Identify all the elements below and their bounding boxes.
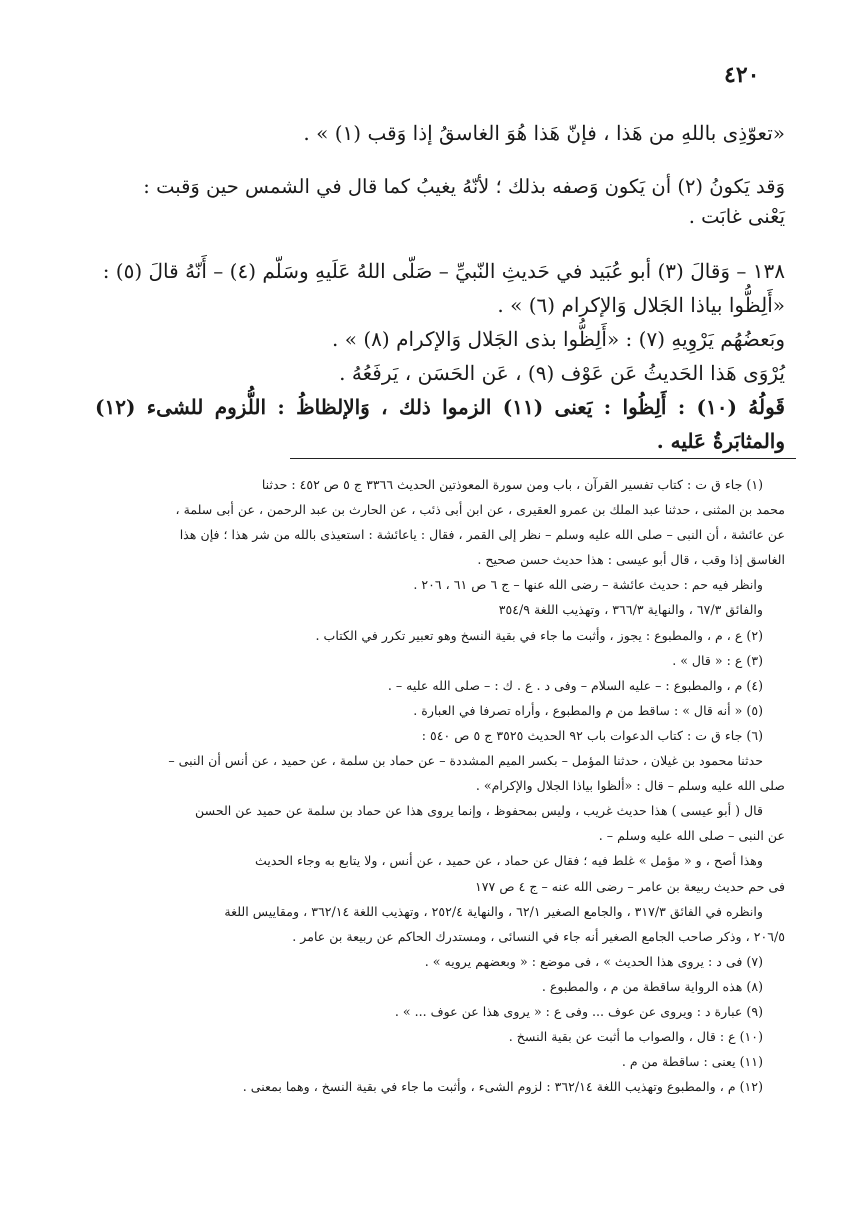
footnote-line: وانظره في الفائق ٣١٧/٣ ، والجامع الصغير ٦٢/١ ، والنهاية ٢٥٢/٤ ، وتهذيب اللغة ٣٦٢/١٤ ، ومقاييس اللغة bbox=[224, 903, 763, 919]
footnote-line: (٢) ع ، م ، والمطبوع : يجوز ، وأثبت ما جاء في بقية النسخ وهو تعبير تكرر في الكتاب . bbox=[315, 627, 763, 643]
main-line-4: ١٣٨ – وَقالَ (٣) أبو عُبَيد في حَديثِ النّبيِّ – صَلّى اللهُ عَلَيهِ وسَلّم (٤) – أَنّهُ قالَ (٥) : bbox=[102, 259, 785, 283]
footnotes-block bbox=[95, 472, 785, 1099]
footnote-line: (١١) يعنى : ساقطة من م . bbox=[621, 1054, 763, 1070]
footnote-divider bbox=[290, 458, 796, 459]
footnote-line: محمد بن المثنى ، حدثنا عبد الملك بن عمرو العقيرى ، عن ابن أبى ذئب ، عن الحارث بن عبد الرحمن ، عن أبى سلمة ، bbox=[175, 502, 785, 518]
footnote-line: (٩) عبارة د : ويروى عن عوف ... وفى ع : « يروى هذا عن عوف ... » . bbox=[394, 1003, 763, 1019]
footnote-line: (١) جاء ق ت : كتاب تفسير القرآن ، باب ومن سورة المعوذتين الحديث ٣٣٦٦ ج ٥ ص ٤٥٢ : حدثنا bbox=[261, 477, 763, 492]
main-line-5: «أَلِظُّوا بياذا الجَلال وَالإكرام (٦) » . bbox=[497, 293, 785, 317]
main-line-7: يُرْوَى هَذا الحَديثُ عَن عَوْف (٩) ، عَن الحَسَن ، يَرفَعُهُ . bbox=[339, 361, 785, 385]
main-line-6: وبَعضُهُم يَرْوِيهِ (٧) : «أَلِظُّوا بذى الجَلال وَالإكرام (٨) » . bbox=[332, 327, 785, 351]
footnote-line: (٥) « أنه قال » : ساقط من م والمطبوع ، وأراه تصرفا في العبارة . bbox=[413, 702, 763, 718]
footnote-line: عن عائشة ، أن النبى – صلى الله عليه وسلم – نظر إلى القمر ، فقال : ياعائشة : استعيذى بالله من شر هذا ؛ فإن هذا bbox=[179, 527, 785, 543]
footnote-line: (١٠) ع : قال ، والصواب ما أثبت عن بقية النسخ . bbox=[508, 1029, 763, 1045]
main-text-block bbox=[95, 116, 785, 458]
footnote-line: قال ( أبو عيسى ) هذا حديث غريب ، وليس بمحفوظ ، وإنما يروى هذا عن حماد بن سلمة عن حميد عن الحسن bbox=[195, 803, 763, 819]
footnote-line: صلى الله عليه وسلم – قال : «ألظوا بياذا الجلال والإكرام» . bbox=[475, 778, 785, 794]
main-line-8: قَولُهُ (١٠) : أَلِظُوا : يَعنى (١١) الزموا ذلك ، وَالإلظاظُ : اللُّزوم للشىء (١٢) والمثابَرةُ عَليه . bbox=[95, 395, 785, 453]
footnote-line: الغاسق إذا وقب ، قال أبو عيسى : هذا حديث حسن صحيح . bbox=[477, 552, 785, 568]
footnote-line: وهذا أصح ، و « مؤمل » غلط فيه ؛ فقال عن حماد ، عن حميد ، عن أنس ، ولا يتابع به وجاء الحديث bbox=[255, 853, 763, 869]
footnote-line: (١٢) م ، والمطبوع وتهذيب اللغة ٣٦٢/١٤ : لزوم الشىء ، وأثبت ما جاء في بقية النسخ ، وهما بمعنى . bbox=[242, 1079, 763, 1095]
footnote-line: (٦) جاء ق ت : كتاب الدعوات باب ٩٢ الحديث ٣٥٢٥ ج ٥ ص ٥٤٠ : bbox=[421, 727, 763, 743]
footnote-line: (٨) هذه الرواية ساقطة من م ، والمطبوع . bbox=[541, 978, 763, 994]
page-number: ٤٢٠ bbox=[724, 62, 760, 88]
main-line-2: وَقد يَكونُ (٢) أن يَكون وَصفه بذلك ؛ لأنّهُ يغيبُ كما قال في الشمس حين وَقبت : bbox=[143, 175, 785, 198]
footnote-line: (٧) فى د : يروى هذا الحديث » ، فى موضع : « وبعضهم يرويه » . bbox=[424, 953, 763, 969]
main-line-3: يَعْنى غابَت . bbox=[688, 205, 785, 228]
footnote-line: وانظر فيه حم : حديث عائشة – رضى الله عنها – ج ٦ ص ٦١ ، ٢٠٦ . bbox=[413, 577, 763, 593]
main-line-1: «تعوّذِى باللهِ من هَذا ، فإنّ هَذا هُوَ الغاسقُ إذا وَقب (١) » . bbox=[303, 121, 785, 145]
footnote-line: عن النبى – صلى الله عليه وسلم – . bbox=[598, 828, 785, 844]
footnote-line: فى حم حديث ربيعة بن عامر – رضى الله عنه – ج ٤ ص ١٧٧ bbox=[475, 878, 785, 894]
footnote-line: حدثنا محمود بن غيلان ، حدثنا المؤمل – بكسر الميم المشددة – عن حماد بن سلمة ، عن حميد ، عن أنس أن النبى – bbox=[168, 753, 763, 769]
footnote-line: (٤) م ، والمطبوع : – عليه السلام – وفى د . ع . ك : – صلى الله عليه – . bbox=[387, 677, 763, 693]
footnote-line: والفائق ٦٧/٣ ، والنهاية ٣٦٦/٣ ، وتهذيب اللغة ٣٥٤/٩ bbox=[498, 602, 763, 618]
footnote-line: ٢٠٦/٥ ، وذكر صاحب الجامع الصغير أنه جاء في النسائى ، ومستدرك الحاكم عن ربيعة بن عامر . bbox=[292, 928, 785, 944]
footnote-line: (٣) ع : « قال » . bbox=[672, 652, 763, 668]
